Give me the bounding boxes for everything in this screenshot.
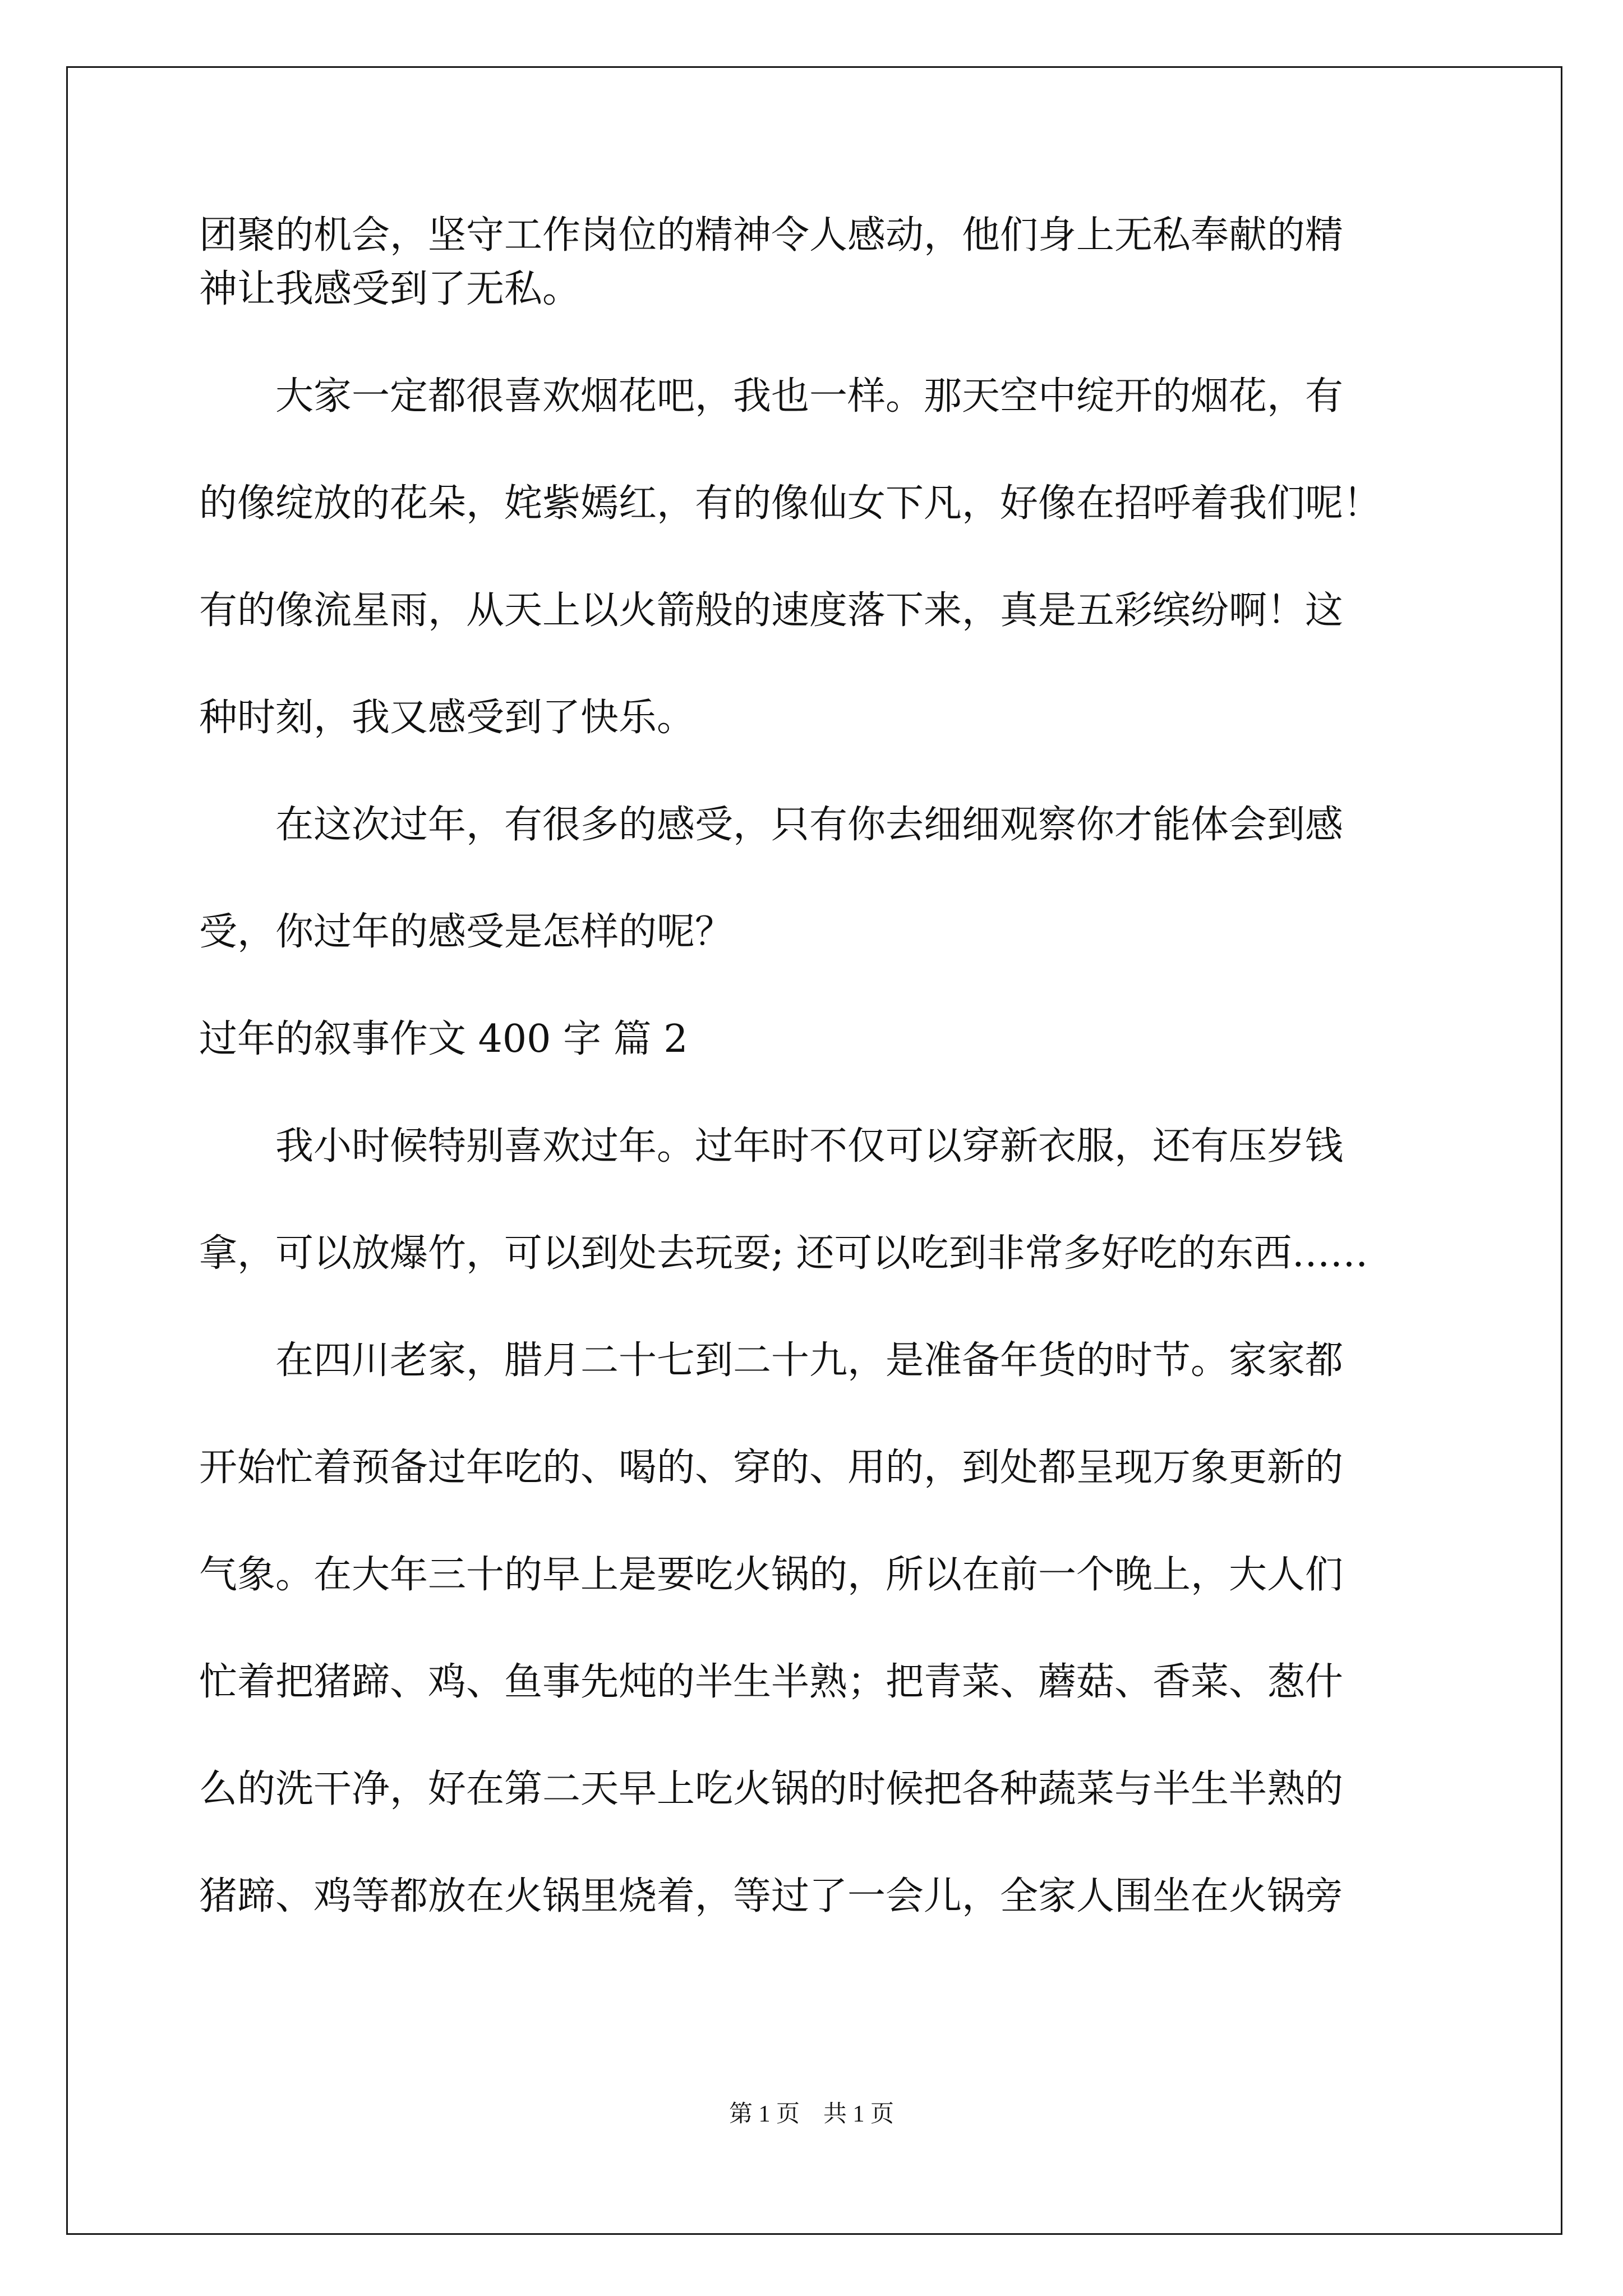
text-line-13: 开始忙着预备过年吃的、喝的、穿的、用的，到处都呈现万象更新的 xyxy=(199,1446,1344,1490)
text-line-15: 忙着把猪蹄、鸡、鱼事先炖的半生半熟；把青菜、蘑菇、香菜、葱什 xyxy=(199,1660,1344,1704)
text-line-6: 种时刻，我又感受到了快乐。 xyxy=(199,696,695,740)
text-line-16: 么的洗干净，好在第二天早上吃火锅的时候把各种蔬菜与半生半熟的 xyxy=(199,1767,1344,1811)
text-line-11: 拿，可以放爆竹，可以到处去玩耍; 还可以吃到非常多好吃的东西…… xyxy=(199,1231,1368,1276)
text-line-3: 大家一定都很喜欢烟花吧，我也一样。那天空中绽开的烟花，有 xyxy=(199,374,1344,418)
text-line-14: 气象。在大年三十的早上是要吃火锅的，所以在前一个晚上，大人们 xyxy=(199,1553,1344,1597)
text-line-12: 在四川老家，腊月二十七到二十九，是准备年货的时节。家家都 xyxy=(199,1338,1344,1383)
text-line-8: 受，你过年的感受是怎样的呢？ xyxy=(199,910,734,954)
text-line-10: 我小时候特别喜欢过年。过年时不仅可以穿新衣服，还有压岁钱 xyxy=(199,1124,1344,1168)
text-line-2: 神让我感受到了无私。 xyxy=(199,267,581,311)
text-line-4: 的像绽放的花朵，姹紫嫣红，有的像仙女下凡，好像在招呼着我们呢！ xyxy=(199,481,1382,526)
page-number-footer: 第 1 页 共 1 页 xyxy=(728,2101,894,2127)
text-line-5: 有的像流星雨，从天上以火箭般的速度落下来，真是五彩缤纷啊！这 xyxy=(199,588,1344,633)
text-line-7: 在这次过年，有很多的感受，只有你去细细观察你才能体会到感 xyxy=(199,803,1344,847)
text-line-17: 猪蹄、鸡等都放在火锅里烧着，等过了一会儿，全家人围坐在火锅旁 xyxy=(199,1874,1344,1918)
section-heading: 过年的叙事作文 400 字 篇 2 xyxy=(199,1017,688,1061)
text-line-1: 团聚的机会，坚守工作岗位的精神令人感动，他们身上无私奉献的精 xyxy=(199,213,1344,257)
